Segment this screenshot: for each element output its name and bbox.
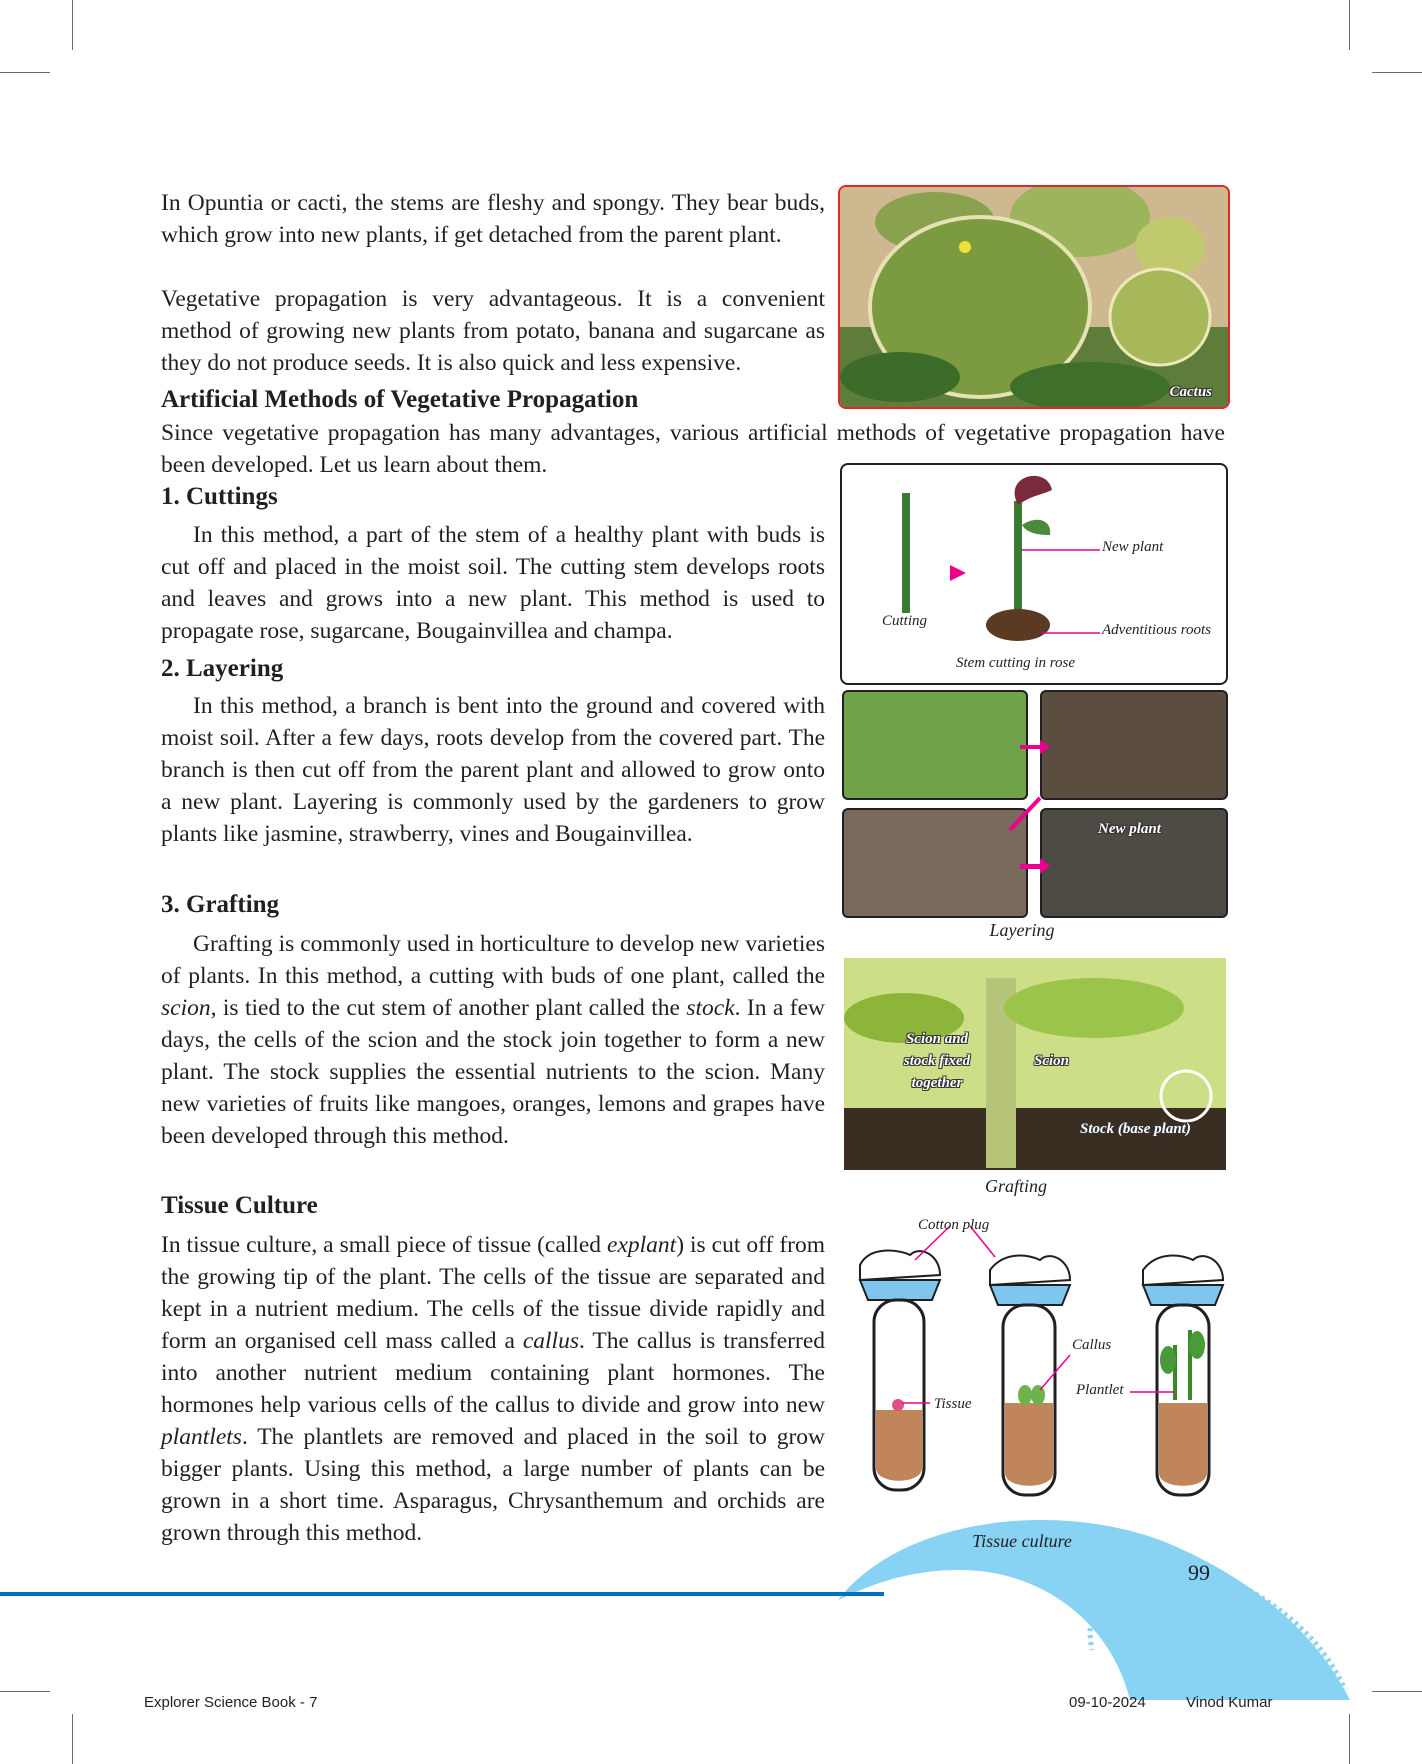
stem-cutting-figure	[840, 463, 1228, 685]
roots	[986, 609, 1050, 641]
tissue-label: Tissue	[934, 1396, 972, 1412]
test-tube-1	[860, 1251, 940, 1490]
crop-mark	[72, 0, 73, 50]
paragraph-tissue-culture: In tissue culture, a small piece of tissue (called explant) is cut off from the growing tip of the plant. The cells of the tissue are separated and kept in a nutrient medium. The cells of the tissue divide rapidly and form an organised cell mass called a callus. The callus is transferred into another nutrient medium containing plant hormones. The hormones help various cells of the callus to divide and grow into new plantlets. The plantlets are removed and placed in the soil to grow bigger plants. Using this method, a large number of plants can be grown in a short time. Asparagus, Chrysanthemum and orchids are grown through this method.	[161, 1232, 826, 1546]
arrow-icon	[950, 565, 966, 581]
test-tube-2	[990, 1256, 1070, 1495]
paragraph-grafting: Grafting is commonly used in horticulture to develop new varieties of plants. In this method, a cutting with buds of one plant, called the scion, is tied to the cut stem of another plant called the stock. In a few days, the cells of the scion and the stock join together to form a new plant. The stock supplies the essential nutrients to the scion. Many new varieties of fruits like mangoes, oranges, lemons and grapes have been developed through this method.	[161, 931, 826, 1149]
arrow-icon	[1020, 858, 1050, 874]
bottom-rule	[0, 1592, 884, 1596]
paragraph-artificial: Since vegetative propagation has many advantages, various artificial methods of vegetative propagation have been developed. Let us learn about them.	[161, 420, 1225, 478]
grafting-scion-label: Scion	[1034, 1053, 1070, 1069]
layering-photo-2	[1040, 690, 1228, 800]
grafting-scion-stock-label: Scion and stock fixed together	[903, 1031, 971, 1091]
term-scion: scion	[161, 995, 211, 1021]
heading-layering: 2. Layering	[161, 655, 284, 682]
heading-tissue-culture: Tissue Culture	[161, 1192, 318, 1219]
heading-grafting: 3. Grafting	[161, 891, 280, 918]
crop-mark	[1349, 1714, 1350, 1764]
adventitious-roots-label: Adventitious roots	[1102, 622, 1212, 638]
new-plant-label: New plant	[1102, 539, 1164, 555]
crop-mark	[1349, 0, 1350, 50]
grafting-photo	[844, 958, 1226, 1170]
crop-mark	[72, 1714, 73, 1764]
new-plant-stem	[1014, 501, 1022, 621]
tissue-culture-figure	[840, 1225, 1230, 1525]
cutting-label: Cutting	[882, 613, 928, 629]
heading-cuttings: 1. Cuttings	[161, 483, 278, 510]
crop-mark	[0, 72, 50, 73]
paragraph-advantage: Vegetative propagation is very advantageous. It is a convenient method of growing new plants from potato, banana and sugarcane as they do not produce seeds. It is also quick and less expensive.	[161, 286, 825, 376]
tissue-culture-caption: Tissue culture	[972, 1531, 1072, 1551]
callus-label: Callus	[1072, 1337, 1112, 1353]
layering-new-plant-label: New plant	[1098, 821, 1161, 837]
layering-arrows	[1000, 740, 1060, 880]
crop-mark	[1372, 72, 1422, 73]
stem-cutting-caption: Stem cutting in rose	[956, 655, 1076, 671]
arrow-icon	[1020, 740, 1050, 754]
footer-date: 09-10-2024	[1069, 1694, 1146, 1711]
paragraph-layering: In this method, a branch is bent into the ground and covered with moist soil. After a few days, roots develop from the covered part. The branch is then cut off from the parent plant and allowed to grow onto a new plant. Layering is commonly used by the gardeners to grow plants like jasmine, strawberry, vines and Bougainvillea.	[161, 693, 825, 847]
cutting-stem	[902, 493, 910, 613]
layering-photo-4	[1040, 808, 1228, 918]
page-number: 99	[1188, 1560, 1210, 1585]
footer-author: Vinod Kumar	[1186, 1694, 1273, 1711]
grafting-caption: Grafting	[984, 1176, 1047, 1196]
layering-caption: Layering	[989, 920, 1055, 940]
plantlet-label: Plantlet	[1076, 1382, 1124, 1398]
cactus-photo	[838, 185, 1230, 409]
term-stock: stock	[686, 995, 735, 1021]
test-tube-3	[1143, 1256, 1223, 1495]
cactus-label: Cactus	[1169, 384, 1212, 400]
cotton-plug-label: Cotton plug	[918, 1217, 990, 1233]
grafting-stock-label: Stock (base plant)	[1080, 1121, 1191, 1137]
heading-artificial-methods: Artificial Methods of Vegetative Propagation	[161, 386, 639, 413]
footer-book-title: Explorer Science Book - 7	[144, 1694, 318, 1711]
paragraph-cuttings: In this method, a part of the stem of a healthy plant with buds is cut off and placed in the moist soil. The cutting stem develops roots and leaves and grows into a new plant. This method is used to propagate rose, sugarcane, Bougainvillea and champa.	[161, 522, 825, 644]
paragraph-cactus: In Opuntia or cacti, the stems are fleshy and spongy. They bear buds, which grow into new plants, if get detached from the parent plant.	[161, 190, 825, 248]
